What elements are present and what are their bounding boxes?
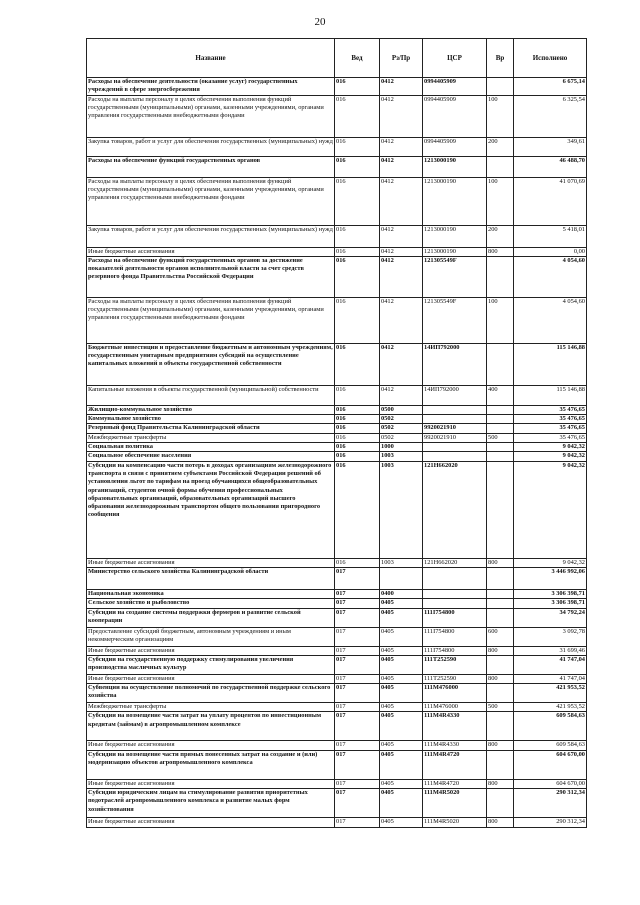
cell-vr: 600: [487, 627, 514, 646]
cell-rzpr: 0405: [380, 599, 423, 608]
cell-amount: 41 747,04: [514, 655, 587, 674]
cell-vr: [487, 343, 514, 385]
table-row: [87, 567, 587, 589]
cell-ved: 017: [335, 789, 380, 818]
cell-ved: 017: [335, 703, 380, 712]
cell-csr: 121305549F: [423, 297, 487, 343]
cell-vr: [487, 567, 514, 589]
cell-amount: 3 092,78: [514, 627, 587, 646]
cell-amount: 349,61: [514, 137, 587, 156]
cell-vr: 100: [487, 95, 514, 137]
cell-ved: 017: [335, 741, 380, 750]
cell-rzpr: 0502: [380, 424, 423, 433]
cell-name: Министерство сельского хозяйства Калининградской области: [87, 567, 335, 589]
table-row: [87, 343, 587, 385]
table-row: [87, 627, 587, 646]
table-row: [87, 443, 587, 452]
cell-csr: 9920021910: [423, 433, 487, 442]
cell-rzpr: 0405: [380, 703, 423, 712]
cell-vr: 800: [487, 674, 514, 683]
table-row: [87, 655, 587, 674]
cell-csr: [423, 589, 487, 598]
cell-amount: 35 476,65: [514, 424, 587, 433]
table-row: [87, 741, 587, 750]
table-row: [87, 712, 587, 741]
cell-amount: 41 747,04: [514, 674, 587, 683]
cell-amount: 9 042,32: [514, 461, 587, 558]
cell-csr: 14ИП792000: [423, 343, 487, 385]
cell-name: Иные бюджетные ассигнования: [87, 779, 335, 788]
cell-amount: 3 306 398,71: [514, 599, 587, 608]
cell-vr: 800: [487, 558, 514, 567]
cell-amount: 31 699,46: [514, 646, 587, 655]
cell-ved: 016: [335, 415, 380, 424]
cell-amount: 609 584,63: [514, 712, 587, 741]
cell-name: Социальное обеспечение населения: [87, 452, 335, 461]
cell-csr: [423, 443, 487, 452]
cell-rzpr: 0405: [380, 684, 423, 703]
cell-rzpr: 0405: [380, 779, 423, 788]
cell-csr: 111M476000: [423, 684, 487, 703]
cell-vr: 800: [487, 247, 514, 256]
cell-name: Капитальные вложения в объекты государственной (муниципальной) собственности: [87, 385, 335, 405]
cell-vr: [487, 156, 514, 177]
cell-vr: [487, 684, 514, 703]
cell-ved: 016: [335, 156, 380, 177]
table-row: [87, 405, 587, 414]
cell-csr: 9920021910: [423, 424, 487, 433]
cell-csr: 111M4R5020: [423, 818, 487, 828]
table-row: [87, 424, 587, 433]
cell-ved: 017: [335, 646, 380, 655]
cell-ved: 016: [335, 247, 380, 256]
cell-amount: 604 670,00: [514, 779, 587, 788]
table-row: [87, 818, 587, 828]
cell-name: Расходы на выплаты персоналу в целях обеспечения выполнения функций государственными (муниципальными) органами, казенными учреждениями, органами управления государственными внебюджетными фондами: [87, 297, 335, 343]
cell-csr: 14ИП792000: [423, 385, 487, 405]
cell-name: Субсидии на возмещение части затрат на уплату процентов по инвестиционным кредитам (займам) в агропромышленном комплексе: [87, 712, 335, 741]
table-row: [87, 95, 587, 137]
table-row: [87, 415, 587, 424]
cell-name: Закупка товаров, работ и услуг для обеспечения государственных (муниципальных) нужд: [87, 225, 335, 247]
cell-amount: 3 446 992,06: [514, 567, 587, 589]
cell-csr: 1213000190: [423, 225, 487, 247]
table-header-row: [87, 39, 587, 78]
table-row: [87, 674, 587, 683]
cell-name: Расходы на обеспечение деятельности (оказание услуг) государственных учреждений в сфере энергосбережения: [87, 78, 335, 96]
cell-name: Межбюджетные трансферты: [87, 433, 335, 442]
table-row: [87, 78, 587, 96]
cell-csr: [423, 452, 487, 461]
cell-name: Социальная политика: [87, 443, 335, 452]
cell-vr: 100: [487, 297, 514, 343]
table-row: [87, 608, 587, 627]
cell-name: Иные бюджетные ассигнования: [87, 741, 335, 750]
cell-ved: 016: [335, 443, 380, 452]
cell-name: Иные бюджетные ассигнования: [87, 674, 335, 683]
table-row: [87, 779, 587, 788]
cell-vr: 500: [487, 433, 514, 442]
cell-amount: 0,00: [514, 247, 587, 256]
cell-csr: 111M476000: [423, 703, 487, 712]
cell-rzpr: 0405: [380, 646, 423, 655]
cell-ved: 016: [335, 461, 380, 558]
cell-vr: [487, 452, 514, 461]
cell-csr: 111T252590: [423, 655, 487, 674]
cell-ved: 017: [335, 779, 380, 788]
cell-amount: 609 584,63: [514, 741, 587, 750]
cell-name: Субсидии на возмещение части прямых понесенных затрат на создание и (или) модернизацию объектов агропромышленного комплекса: [87, 750, 335, 779]
table-row: [87, 225, 587, 247]
cell-name: Межбюджетные трансферты: [87, 703, 335, 712]
cell-rzpr: 0405: [380, 741, 423, 750]
cell-ved: 017: [335, 684, 380, 703]
cell-rzpr: 0412: [380, 256, 423, 297]
cell-name: Расходы на выплаты персоналу в целях обеспечения выполнения функций государственными (муниципальными) органами, казенными учреждениями, органами управления государственными внебюджетными фондами: [87, 177, 335, 225]
cell-amount: 46 488,70: [514, 156, 587, 177]
table-row: [87, 156, 587, 177]
table-row: [87, 385, 587, 405]
cell-vr: 400: [487, 385, 514, 405]
cell-rzpr: 0405: [380, 750, 423, 779]
cell-vr: [487, 256, 514, 297]
cell-ved: 016: [335, 424, 380, 433]
cell-vr: 800: [487, 818, 514, 828]
cell-amount: 6 675,14: [514, 78, 587, 96]
cell-ved: 017: [335, 608, 380, 627]
cell-rzpr: [380, 567, 423, 589]
cell-csr: 1213000190: [423, 247, 487, 256]
cell-ved: 016: [335, 405, 380, 414]
cell-ved: 017: [335, 818, 380, 828]
cell-name: Субсидии на компенсацию части потерь в доходах организациям железнодорожного транспорта в связи с принятием субъектами Российской Федерации решений об установлении льгот по тарифам на проезд обучающихся общеобразовательных организаций, студентов очной формы обучения профессиональных образовательных организаций, образовательных организаций высшего образования железнодорожным транспортом общего пользования пригородного сообщения: [87, 461, 335, 558]
cell-rzpr: 0405: [380, 655, 423, 674]
header-ved: Вед: [335, 39, 380, 78]
header-rzpr: Рз/Пр: [380, 39, 423, 78]
cell-ved: 016: [335, 433, 380, 442]
table-row: [87, 461, 587, 558]
cell-csr: 111M4R4330: [423, 741, 487, 750]
cell-rzpr: 0412: [380, 95, 423, 137]
cell-ved: 016: [335, 558, 380, 567]
cell-ved: 017: [335, 674, 380, 683]
cell-ved: 016: [335, 297, 380, 343]
table-row: [87, 589, 587, 598]
table-body: [87, 78, 587, 828]
cell-amount: 4 054,60: [514, 256, 587, 297]
table-row: [87, 297, 587, 343]
cell-amount: 115 146,88: [514, 343, 587, 385]
cell-amount: 9 042,32: [514, 452, 587, 461]
table-row: [87, 247, 587, 256]
header-name: Название: [87, 39, 335, 78]
cell-vr: [487, 608, 514, 627]
cell-vr: [487, 789, 514, 818]
cell-amount: 290 312,34: [514, 789, 587, 818]
cell-vr: [487, 750, 514, 779]
cell-rzpr: 0405: [380, 674, 423, 683]
cell-rzpr: 0405: [380, 789, 423, 818]
cell-amount: 9 042,32: [514, 443, 587, 452]
table-row: [87, 433, 587, 442]
cell-vr: [487, 78, 514, 96]
cell-name: Национальная экономика: [87, 589, 335, 598]
page-number: 20: [314, 16, 326, 28]
cell-name: Предоставление субсидий бюджетным, автономным учреждениям и иным некоммерческим организациям: [87, 627, 335, 646]
cell-rzpr: 1003: [380, 461, 423, 558]
cell-csr: 111M4R4720: [423, 779, 487, 788]
cell-amount: 35 476,65: [514, 433, 587, 442]
cell-vr: 800: [487, 646, 514, 655]
cell-ved: 016: [335, 385, 380, 405]
header-amount: Исполнено: [514, 39, 587, 78]
cell-rzpr: 0412: [380, 78, 423, 96]
cell-csr: 0994405909: [423, 95, 487, 137]
cell-vr: [487, 712, 514, 741]
cell-rzpr: 0412: [380, 225, 423, 247]
cell-csr: 111M4R5020: [423, 789, 487, 818]
cell-ved: 017: [335, 589, 380, 598]
cell-name: Иные бюджетные ассигнования: [87, 558, 335, 567]
cell-name: Субсидии на государственную поддержку стимулирования увеличения производства масличных культур: [87, 655, 335, 674]
table-row: [87, 684, 587, 703]
cell-rzpr: 0412: [380, 156, 423, 177]
cell-csr: [423, 567, 487, 589]
cell-vr: 800: [487, 779, 514, 788]
cell-amount: 3 306 398,71: [514, 589, 587, 598]
cell-rzpr: 0400: [380, 589, 423, 598]
cell-csr: 111I754800: [423, 627, 487, 646]
cell-csr: 111M4R4330: [423, 712, 487, 741]
cell-vr: [487, 415, 514, 424]
cell-rzpr: 0412: [380, 297, 423, 343]
table-row: [87, 703, 587, 712]
cell-ved: 016: [335, 78, 380, 96]
cell-name: Субвенции на осуществление полномочий по государственной поддержке сельского хозяйства: [87, 684, 335, 703]
cell-name: Субсидии юридическим лицам на стимулирование развития приоритетных подотраслей агропромышленного комплекса и развитие малых форм хозяйствования: [87, 789, 335, 818]
budget-table: [86, 38, 587, 828]
cell-vr: [487, 424, 514, 433]
table-row: [87, 599, 587, 608]
cell-amount: 290 312,34: [514, 818, 587, 828]
cell-csr: [423, 599, 487, 608]
cell-ved: 016: [335, 137, 380, 156]
cell-ved: 017: [335, 599, 380, 608]
cell-name: Бюджетные инвестиции и предоставление бюджетным и автономным учреждениям, государственным унитарным предприятиям субсидий на осуществление капитальных вложений в объекты государственной собственности: [87, 343, 335, 385]
cell-ved: 017: [335, 750, 380, 779]
cell-name: Расходы на выплаты персоналу в целях обеспечения выполнения функций государственными (муниципальными) органами, казенными учреждениями, органами управления государственными внебюджетными фондами: [87, 95, 335, 137]
table-row: [87, 558, 587, 567]
cell-name: Иные бюджетные ассигнования: [87, 247, 335, 256]
cell-name: Жилищно-коммунальное хозяйство: [87, 405, 335, 414]
header-vr: Вр: [487, 39, 514, 78]
cell-ved: 017: [335, 655, 380, 674]
cell-amount: 604 670,00: [514, 750, 587, 779]
cell-csr: 111M4R4720: [423, 750, 487, 779]
cell-rzpr: 0405: [380, 712, 423, 741]
cell-name: Сельское хозяйство и рыболовство: [87, 599, 335, 608]
cell-rzpr: 0502: [380, 415, 423, 424]
cell-rzpr: 0412: [380, 177, 423, 225]
cell-name: Расходы на обеспечение функций государственных органов за достижение показателей деятельности органов исполнительной власти за счет средств резервного фонда Правительства Российской Федерации: [87, 256, 335, 297]
cell-csr: [423, 415, 487, 424]
cell-rzpr: 0412: [380, 385, 423, 405]
table-row: [87, 789, 587, 818]
cell-ved: 016: [335, 256, 380, 297]
cell-name: Закупка товаров, работ и услуг для обеспечения государственных (муниципальных) нужд: [87, 137, 335, 156]
cell-csr: 1213000190: [423, 156, 487, 177]
cell-amount: 35 476,65: [514, 415, 587, 424]
cell-amount: 421 953,52: [514, 684, 587, 703]
cell-vr: 500: [487, 703, 514, 712]
cell-rzpr: 0412: [380, 343, 423, 385]
cell-rzpr: 0500: [380, 405, 423, 414]
cell-ved: 016: [335, 343, 380, 385]
cell-vr: 200: [487, 225, 514, 247]
header-csr: ЦСР: [423, 39, 487, 78]
cell-amount: 4 054,60: [514, 297, 587, 343]
table-row: [87, 177, 587, 225]
cell-rzpr: 1003: [380, 558, 423, 567]
cell-csr: 111I754800: [423, 608, 487, 627]
cell-name: Расходы на обеспечение функций государственных органов: [87, 156, 335, 177]
cell-rzpr: 1003: [380, 452, 423, 461]
cell-vr: 200: [487, 137, 514, 156]
cell-ved: 017: [335, 627, 380, 646]
cell-vr: [487, 589, 514, 598]
cell-csr: 121305549F: [423, 256, 487, 297]
cell-rzpr: 1000: [380, 443, 423, 452]
cell-csr: 111I754800: [423, 646, 487, 655]
cell-ved: 016: [335, 452, 380, 461]
cell-csr: 121Н662020: [423, 558, 487, 567]
cell-name: Резервный фонд Правительства Калининградской области: [87, 424, 335, 433]
cell-ved: 017: [335, 712, 380, 741]
cell-amount: 41 070,69: [514, 177, 587, 225]
cell-amount: 6 325,54: [514, 95, 587, 137]
cell-rzpr: 0405: [380, 627, 423, 646]
cell-ved: 016: [335, 95, 380, 137]
cell-csr: 121Н662020: [423, 461, 487, 558]
cell-csr: 0994405909: [423, 78, 487, 96]
cell-ved: 016: [335, 177, 380, 225]
cell-amount: 115 146,88: [514, 385, 587, 405]
cell-csr: 0994405909: [423, 137, 487, 156]
cell-name: Иные бюджетные ассигнования: [87, 646, 335, 655]
cell-name: Субсидии на создание системы поддержки фермеров и развитие сельской кооперации: [87, 608, 335, 627]
cell-csr: [423, 405, 487, 414]
cell-rzpr: 0405: [380, 608, 423, 627]
cell-vr: [487, 443, 514, 452]
cell-vr: [487, 655, 514, 674]
cell-name: Коммунальное хозяйство: [87, 415, 335, 424]
cell-csr: 111T252590: [423, 674, 487, 683]
cell-rzpr: 0405: [380, 818, 423, 828]
cell-csr: 1213000190: [423, 177, 487, 225]
cell-amount: 9 042,32: [514, 558, 587, 567]
cell-rzpr: 0412: [380, 247, 423, 256]
cell-ved: 016: [335, 225, 380, 247]
cell-ved: 017: [335, 567, 380, 589]
cell-rzpr: 0502: [380, 433, 423, 442]
cell-vr: 800: [487, 741, 514, 750]
table-row: [87, 452, 587, 461]
cell-amount: 421 953,52: [514, 703, 587, 712]
cell-amount: 5 418,01: [514, 225, 587, 247]
cell-name: Иные бюджетные ассигнования: [87, 818, 335, 828]
cell-amount: 34 792,24: [514, 608, 587, 627]
cell-vr: [487, 405, 514, 414]
table-row: [87, 137, 587, 156]
cell-rzpr: 0412: [380, 137, 423, 156]
cell-vr: 100: [487, 177, 514, 225]
cell-vr: [487, 461, 514, 558]
cell-amount: 35 476,65: [514, 405, 587, 414]
cell-vr: [487, 599, 514, 608]
table-row: [87, 256, 587, 297]
table-row: [87, 646, 587, 655]
table-row: [87, 750, 587, 779]
